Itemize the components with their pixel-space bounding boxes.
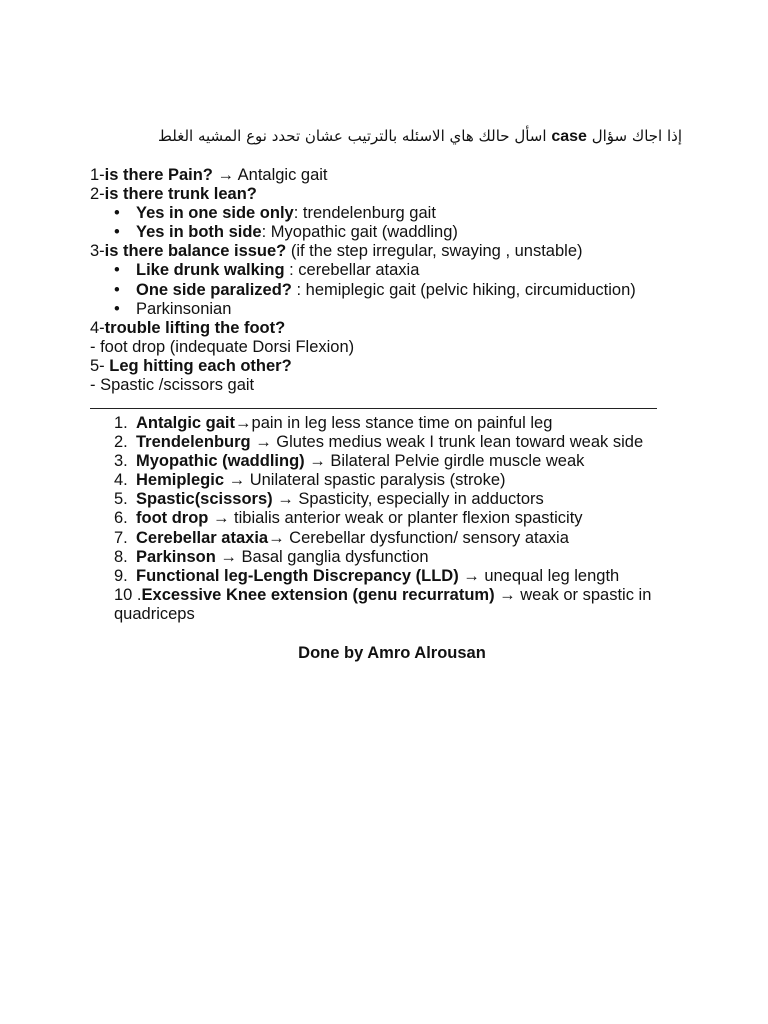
gait-description: → Bilateral Pelvie girdle muscle weak bbox=[304, 452, 585, 471]
bullet-item bbox=[90, 223, 730, 242]
list-number: 3. bbox=[114, 452, 128, 471]
author-credit: Done by Amro Alrousan bbox=[298, 644, 486, 662]
bullet-text: : Myopathic gait (waddling) bbox=[261, 223, 458, 242]
arabic-intro-case: case bbox=[551, 128, 587, 145]
question-5-answer: - Spastic /scissors gait bbox=[90, 376, 255, 395]
gait-description: → Cerebellar dysfunction/ sensory ataxia bbox=[268, 528, 569, 547]
gait-list-item bbox=[90, 471, 710, 490]
question-text: is there balance issue? bbox=[104, 242, 287, 261]
bullet-bold: Yes in one side only bbox=[136, 204, 294, 223]
gait-description: → unequal leg length bbox=[458, 566, 620, 585]
arabic-intro-suffix: اسأل حالك هاي الاسئله بالترتيب عشان تحدد نوع المشيه الغلط bbox=[158, 127, 547, 145]
bullet-item bbox=[90, 281, 730, 300]
arabic-intro bbox=[158, 127, 682, 146]
gait-name: Myopathic (waddling) bbox=[136, 452, 305, 471]
question-number: 1- bbox=[90, 166, 105, 184]
list-number: 7. bbox=[114, 528, 128, 547]
gait-list-item bbox=[90, 548, 710, 567]
gait-name: foot drop bbox=[136, 509, 209, 528]
question-answer: → Antalgic gait bbox=[212, 166, 328, 184]
gait-description: →pain in leg less stance time on painful leg bbox=[235, 414, 553, 432]
gait-description: → Spasticity, especially in adductors bbox=[272, 490, 544, 509]
gait-name: Functional leg-Length Discrepancy (LLD) bbox=[136, 566, 459, 585]
question-5 bbox=[90, 357, 730, 376]
question-text: trouble lifting the foot? bbox=[104, 318, 286, 337]
bullet-bold: Yes in both side bbox=[136, 223, 262, 242]
question-2 bbox=[90, 185, 730, 204]
divider-line bbox=[90, 408, 657, 409]
bullet-text: Parkinsonian bbox=[136, 299, 232, 318]
question-number: 3- bbox=[90, 242, 105, 261]
gait-name: Excessive Knee extension (genu recurratum) bbox=[141, 585, 495, 604]
question-4-answer: - foot drop (indequate Dorsi Flexion) bbox=[90, 337, 355, 356]
bullet-text: : hemiplegic gait (pelvic hiking, circumiduction) bbox=[291, 280, 636, 299]
gait-list bbox=[90, 414, 710, 624]
gait-list-item bbox=[90, 433, 710, 452]
list-number: 9. bbox=[114, 566, 128, 585]
gait-description: → Glutes medius weak I trunk lean toward weak side bbox=[250, 433, 644, 452]
list-number: 1. bbox=[114, 414, 128, 432]
question-3 bbox=[90, 242, 730, 261]
gait-list-item bbox=[90, 452, 710, 471]
list-number: 2. bbox=[114, 433, 128, 452]
bullet-item bbox=[90, 204, 730, 223]
gait-name: Spastic(scissors) bbox=[136, 490, 273, 509]
question-text: is there Pain? bbox=[104, 166, 213, 184]
gait-list-item bbox=[90, 567, 710, 586]
question-number: 5- bbox=[90, 356, 110, 375]
bullet-bold: Like drunk walking bbox=[136, 261, 285, 280]
gait-description: → Unilateral spastic paralysis (stroke) bbox=[224, 471, 506, 490]
list-number: 10 . bbox=[114, 585, 142, 604]
list-number: 5. bbox=[114, 490, 128, 509]
question-text: Leg hitting each other? bbox=[109, 356, 292, 375]
question-answer: (if the step irregular, swaying , unstable) bbox=[286, 242, 583, 261]
bullet-item bbox=[90, 300, 730, 319]
gait-description: → tibialis anterior weak or planter flexion spasticity bbox=[208, 509, 583, 528]
question-block bbox=[90, 166, 730, 395]
question-1 bbox=[90, 166, 730, 185]
gait-list-item bbox=[90, 414, 710, 433]
bullet-text: : trendelenburg gait bbox=[293, 204, 436, 223]
bullet-text: : cerebellar ataxia bbox=[284, 261, 420, 280]
list-number: 8. bbox=[114, 547, 128, 566]
gait-name: Trendelenburg bbox=[136, 433, 251, 452]
question-number: 4- bbox=[90, 318, 105, 337]
arabic-intro-prefix: إذا اجاك سؤال bbox=[591, 127, 682, 145]
gait-list-item bbox=[90, 529, 710, 548]
bullet-item bbox=[90, 261, 730, 280]
question-number: 2- bbox=[90, 185, 105, 204]
gait-name: Cerebellar ataxia bbox=[136, 528, 269, 547]
gait-name: Parkinson bbox=[136, 547, 216, 566]
question-4 bbox=[90, 319, 730, 338]
list-number: 4. bbox=[114, 471, 128, 490]
gait-name: Antalgic gait bbox=[136, 414, 236, 432]
gait-description: → Basal ganglia dysfunction bbox=[215, 547, 429, 566]
gait-list-item bbox=[90, 490, 710, 509]
gait-list-item bbox=[90, 586, 710, 624]
gait-list-item bbox=[90, 509, 710, 528]
gait-description: → weak or spastic in quadriceps bbox=[114, 585, 652, 623]
bullet-bold: One side paralized? bbox=[136, 280, 292, 299]
list-number: 6. bbox=[114, 509, 128, 528]
gait-name: Hemiplegic bbox=[136, 471, 225, 490]
question-text: is there trunk lean? bbox=[104, 185, 257, 204]
